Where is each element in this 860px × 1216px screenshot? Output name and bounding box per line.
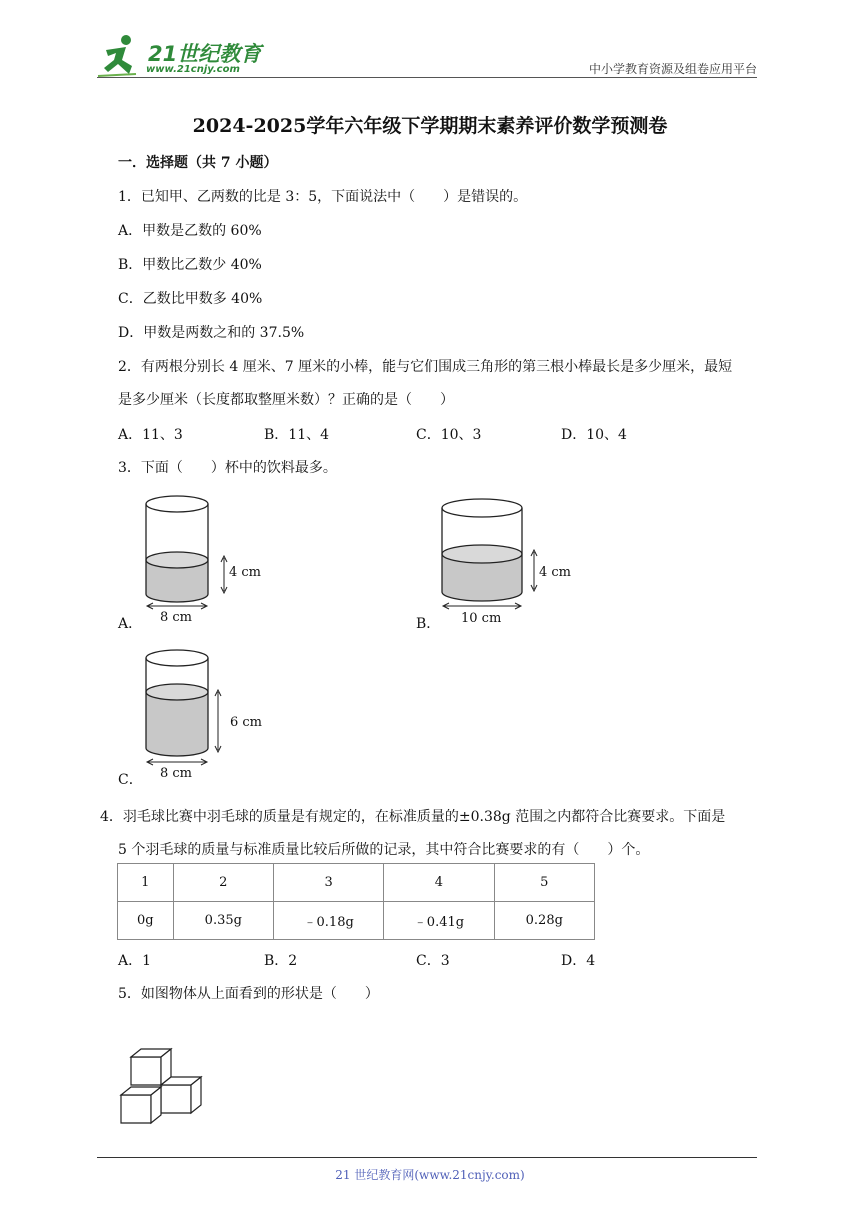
- q2-option-c: C．10、3: [416, 427, 482, 443]
- q2-stem-line2: 是多少厘米（长度都取整厘米数）？正确的是（ ）: [118, 392, 454, 408]
- q4-stem-line1: 4．羽毛球比赛中羽毛球的质量是有规定的，在标准质量的±0.38g 范围之内都符合比赛要求。下面是: [100, 809, 726, 825]
- q4-record-table: [117, 863, 595, 940]
- section-heading: 一．选择题（共 7 小题）: [118, 155, 278, 171]
- header-platform-text: 中小学教育资源及组卷应用平台: [588, 62, 757, 76]
- q3-cup-a-diagram: [140, 490, 270, 630]
- q4-option-c: C．3: [416, 953, 450, 969]
- q3-cup-a-diameter: 8 cm: [160, 610, 193, 625]
- q3-cup-c-diameter: 8 cm: [160, 766, 193, 781]
- footer-divider: [97, 1157, 757, 1158]
- table-header-cell: 5: [494, 864, 594, 902]
- q1-option-c: C．乙数比甲数多 40%: [118, 291, 263, 307]
- q3-cup-a-height: 4 cm: [229, 565, 262, 580]
- table-cell: 0.28g: [494, 902, 594, 940]
- q3-cup-b-diagram: [436, 490, 586, 630]
- q2-option-d: D．10、4: [561, 427, 627, 443]
- q2-option-a: A．11、3: [118, 427, 183, 443]
- table-header-cell: 3: [274, 864, 384, 902]
- q4-option-d: D．4: [561, 953, 596, 969]
- table-cell: 0.35g: [173, 902, 273, 940]
- q3-cup-c-letter: C．: [118, 772, 143, 788]
- q2-stem-line1: 2．有两根分别长 4 厘米、7 厘米的小棒，能与它们围成三角形的第三根小棒最长是多少厘米，最短: [118, 359, 733, 375]
- brand-name: 21世纪教育: [148, 42, 262, 66]
- brand-logo: [96, 34, 266, 78]
- page-title: 2024-2025学年六年级下学期期末素养评价数学预测卷: [192, 115, 668, 137]
- q5-stem: 5．如图物体从上面看到的形状是（ ）: [118, 986, 379, 1002]
- table-row: [118, 864, 595, 902]
- table-row: [118, 902, 595, 940]
- table-header-cell: 2: [173, 864, 273, 902]
- q3-cup-c-height: 6 cm: [230, 715, 263, 730]
- q4-option-a: A．1: [118, 953, 152, 969]
- q3-cup-b-diameter: 10 cm: [461, 611, 502, 626]
- q5-cube-figure: [115, 1045, 205, 1125]
- runner-logo-icon: [96, 34, 144, 78]
- table-header-cell: 4: [384, 864, 494, 902]
- header-divider: [97, 77, 757, 78]
- q3-cup-b-height: 4 cm: [539, 565, 572, 580]
- q3-cup-c-diagram: [140, 646, 270, 786]
- q1-stem: 1．已知甲、乙两数的比是 3：5，下面说法中（ ）是错误的。: [118, 189, 528, 205]
- q4-stem-line2: 5 个羽毛球的质量与标准质量比较后所做的记录，其中符合比赛要求的有（ ）个。: [118, 842, 650, 858]
- table-cell: 0g: [118, 902, 174, 940]
- table-cell: ﹣0.18g: [274, 902, 384, 940]
- q3-cup-a-letter: A．: [118, 616, 143, 632]
- table-cell: ﹣0.41g: [384, 902, 494, 940]
- q3-cup-b-letter: B．: [416, 616, 441, 632]
- q1-option-d: D．甲数是两数之和的 37.5%: [118, 325, 305, 341]
- q4-option-b: B．2: [264, 953, 298, 969]
- brand-url: www.21cnjy.com: [146, 64, 240, 75]
- footer-text: 21 世纪教育网(www.21cnjy.com): [335, 1168, 525, 1182]
- table-header-cell: 1: [118, 864, 174, 902]
- q1-option-a: A．甲数是乙数的 60%: [118, 223, 262, 239]
- q1-option-b: B．甲数比乙数少 40%: [118, 257, 262, 273]
- q2-option-b: B．11、4: [264, 427, 330, 443]
- q3-stem: 3．下面（ ）杯中的饮料最多。: [118, 460, 337, 476]
